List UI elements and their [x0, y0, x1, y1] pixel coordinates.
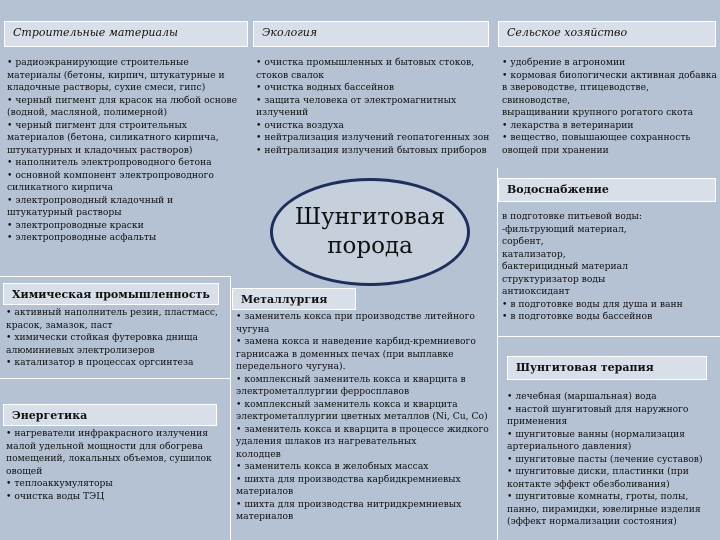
- list-item: помещений, локальных объемов, сушилок: [6, 453, 212, 464]
- list-item: антиоксидант: [502, 286, 570, 297]
- energy-list: [3, 425, 229, 505]
- list-item: кладочные растворы, сухие смеси, гипс): [7, 82, 206, 93]
- list-item: гарнисажа в доменных печах (при выплавке: [236, 348, 454, 360]
- therapy-title: Шунгитовая терапия: [516, 361, 654, 374]
- list-item: электрометаллургии цветных металлов (Ni, Cu, Co): [236, 411, 488, 422]
- list-item: • черный пигмент для красок на любой основе: [7, 94, 238, 106]
- list-item: артериального давления): [507, 441, 632, 452]
- list-item: • шунгитовые комнаты, гроты, полы,: [507, 491, 689, 502]
- list-item: структуризатор воды: [502, 273, 606, 285]
- list-item: • шихта для производства карбидкремниевых: [236, 473, 461, 485]
- list-item: • теплоаккумуляторы: [6, 478, 113, 489]
- ecology-list: [253, 54, 497, 164]
- metallurgy-header: [232, 288, 356, 310]
- list-item: • комплексный заменитель кокса и кварцита: [236, 398, 458, 410]
- list-item: штукатурных и кладочных растворов): [7, 144, 193, 156]
- energy-title: Энергетика: [12, 409, 88, 422]
- construction-header: [4, 21, 248, 47]
- list-item: • основной компонент электропроводного: [7, 169, 214, 181]
- central-title-line1: Шунгитовая: [294, 204, 446, 230]
- list-item: • шунгитовые ванны (нормализация: [507, 428, 685, 440]
- list-item: малой удельной мощности для обогрева: [6, 440, 203, 452]
- water-title: Водоснабжение: [507, 183, 609, 196]
- list-item: • радиоэкранирующие строительные: [7, 57, 189, 68]
- list-item: • электропроводные краски: [7, 219, 144, 231]
- list-item: • очистка промышленных и бытовых стоков,: [256, 57, 475, 68]
- list-item: • заменитель кокса при производстве литейного: [236, 311, 475, 322]
- list-item: алюминиевых электролизеров: [6, 344, 155, 356]
- metallurgy-list: [233, 308, 495, 540]
- separator-line: [497, 336, 720, 337]
- metallurgy-title: Металлургия: [241, 293, 328, 306]
- list-item: панно, пирамидки, ювелирные изделия: [507, 503, 701, 515]
- list-item: • в подготовке воды бассейнов: [502, 311, 653, 322]
- list-item: • наполнитель электропроводного бетона: [7, 157, 212, 168]
- ecology-header: [253, 21, 489, 47]
- list-item: (эффект нормализации состояния): [507, 516, 677, 527]
- list-item: • очистка воздуха: [256, 119, 344, 131]
- therapy-list: [504, 388, 720, 540]
- list-item: штукатурный растворы: [7, 207, 122, 218]
- list-item: передельного чугуна).: [236, 361, 346, 372]
- list-item: • нагреватели инфракрасного излучения: [6, 428, 209, 439]
- list-item: • активный наполнитель резин, пластмасс,: [6, 307, 218, 318]
- list-item: применения: [507, 416, 568, 427]
- list-item: выращивании крупного рогатого скота: [502, 107, 694, 118]
- separator-line: [230, 276, 231, 540]
- list-item: материалы (бетоны, кирпич, штукатурные и: [7, 69, 225, 81]
- list-item: сорбент,: [502, 236, 544, 247]
- list-item: • замена кокса и наведение карбид-кремниевого: [236, 336, 476, 347]
- list-item: колодцев: [236, 448, 281, 460]
- list-item: катализатор,: [502, 248, 566, 260]
- list-item: (водной, масляной, полимерной): [7, 107, 168, 118]
- list-item: • черный пигмент для строительных: [7, 119, 187, 131]
- agriculture-title: Сельское хозяйство: [507, 26, 628, 39]
- water-list: [499, 208, 720, 333]
- list-item: • нейтрализация излучений бытовых приборов: [256, 144, 487, 156]
- list-item: • катализатор в процессах оргсинтеза: [6, 357, 194, 368]
- list-item: • настой шунгитовый для наружного: [507, 403, 689, 415]
- list-item: удаления шлаков из нагревательных: [236, 436, 417, 447]
- central-node: [270, 178, 470, 286]
- list-item: бактерицидный материал: [502, 261, 628, 272]
- list-item: • заменитель кокса и кварцита в процессе жидкого: [236, 423, 489, 435]
- shungite-ellipse: [270, 178, 470, 286]
- list-item: • электропроводный кладочный и: [7, 194, 174, 206]
- energy-header: [3, 404, 217, 426]
- list-item: • лечебная (маршальная) вода: [507, 391, 657, 402]
- water-header: [498, 178, 716, 202]
- list-item: электрометаллургии ферросплавов: [236, 386, 410, 397]
- agriculture-list: [499, 54, 720, 154]
- list-item: • химически стойкая футеровка днища: [6, 332, 198, 343]
- list-item: красок, замазок, паст: [6, 319, 113, 331]
- list-item: • шунгитовые диски, пластинки (при: [507, 466, 689, 477]
- list-item: • нейтрализация излучений геопатогенных зон: [256, 132, 490, 143]
- list-item: стоков свалок: [256, 69, 325, 81]
- list-item: материалов (бетона, силикатного кирпича,: [7, 132, 219, 143]
- separator-line: [0, 378, 230, 379]
- list-item: • электропроводные асфальты: [7, 232, 157, 243]
- ecology-title: Экология: [262, 26, 318, 39]
- separator-line: [497, 168, 498, 540]
- list-item: • удобрение в агрономии: [502, 57, 626, 68]
- list-item: • шунгитовые пасты (лечение суставов): [507, 453, 703, 465]
- construction-title: Строительные материалы: [13, 26, 179, 39]
- list-item: • заменитель кокса в желобных массах: [236, 461, 429, 472]
- list-item: • кормовая биологически активная добавка: [502, 69, 717, 81]
- list-item: излучений: [256, 107, 309, 118]
- chemical-title: Химическая промышленность: [12, 288, 210, 301]
- chemical-header: [3, 283, 219, 305]
- construction-list: [4, 54, 248, 274]
- list-item: • в подготовке воды для душа и ванн: [502, 298, 683, 310]
- chemical-list: [3, 304, 229, 374]
- list-item: • шихта для производства нитридкремниевых: [236, 498, 462, 510]
- list-item: материалов: [236, 511, 294, 522]
- list-item: чугуна: [236, 323, 270, 335]
- list-item: овощей: [6, 465, 43, 477]
- therapy-header: [507, 356, 707, 380]
- list-item: -фильтрующий материал,: [502, 223, 627, 235]
- list-item: в подготовке питьевой воды:: [502, 211, 642, 222]
- list-item: • лекарства в ветеринарии: [502, 119, 634, 131]
- central-title-line2: порода: [327, 233, 413, 259]
- list-item: • очистка воды ТЭЦ: [6, 490, 105, 502]
- list-item: в звероводстве, птицеводстве, свиноводстве,: [502, 82, 649, 106]
- separator-line: [0, 276, 230, 277]
- list-item: • очистка водных бассейнов: [256, 82, 395, 93]
- list-item: • комплексный заменитель кокса и кварцита в: [236, 373, 466, 385]
- list-item: • вещество, повышающее сохранность: [502, 132, 691, 143]
- list-item: контакте эффект обезболивания): [507, 478, 670, 490]
- list-item: овощей при хранении: [502, 144, 609, 154]
- list-item: силикатного кирпича: [7, 182, 113, 193]
- list-item: материалов: [236, 486, 294, 497]
- list-item: • защита человека от электромагнитных: [256, 94, 457, 106]
- agriculture-header: [498, 21, 716, 47]
